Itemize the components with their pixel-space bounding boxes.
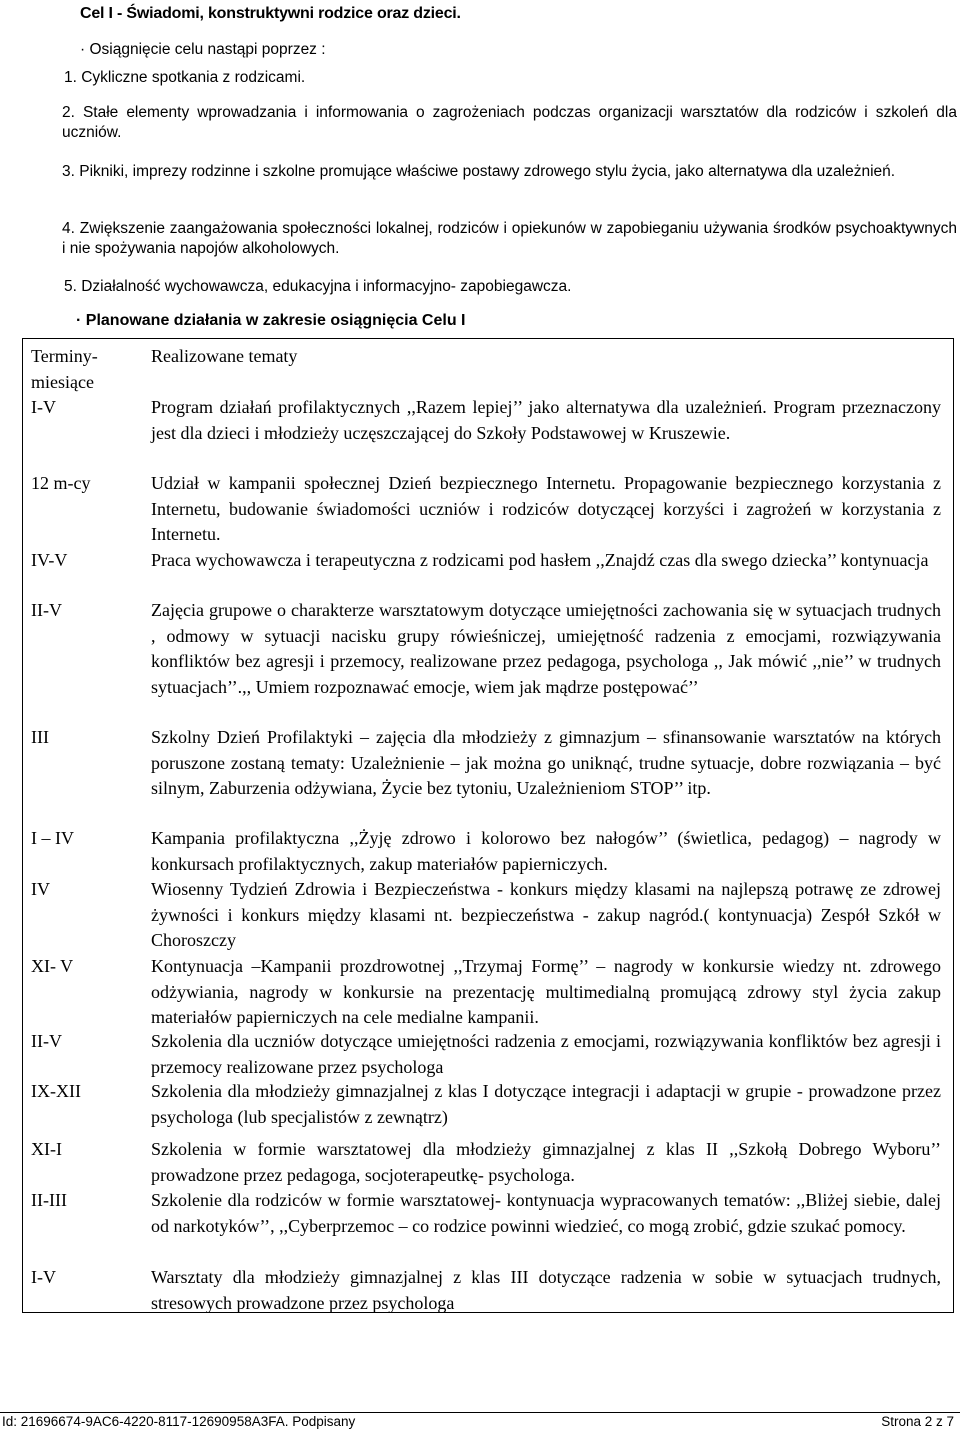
term-cell: I-V [31,1267,56,1287]
topic-cell: Szkolenie dla rodziców w formie warsztatowej- kontynuacja wypracowanych tematów: ,,Bliżej siebie, dalej od narkotyków’’, ,,Cyberprzemoc – co rodzice powinni wiedzieć, co mogą zrobić, gdzie szukać pomocy. [151,1190,941,1236]
header-term: Terminy-miesiące [31,346,98,392]
list-item-text: 2. Stałe elementy wprowadzania i informowania o zagrożeniach podczas organizacji warsztatów dla rodziców i szkoleń dla uczniów. [62,104,957,141]
topic-cell: Szkolenia w formie warsztatowej dla młodzieży gimnazjalnej z klas II ,,Szkołą Dobrego Wyboru’’ prowadzone przez pedagoga, socjoterapeutkę- psychologa. [151,1139,941,1185]
term-cell: IV-V [31,550,68,570]
goal-heading: Cel I - Świadomi, konstruktywni rodzice oraz dzieci. [80,5,461,22]
topic-cell: Kampania profilaktyczna ,,Żyję zdrowo i kolorowo bez nałogów’’ (świetlica, pedagog) – nagrody w konkursach profilaktycznych, zakup materiałów papierniczych. [151,828,941,874]
term-cell: IX-XII [31,1081,81,1101]
term-cell: I-V [31,397,56,417]
topic-cell: Zajęcia grupowe o charakterze warsztatowym dotyczące umiejętności zachowania się w sytuacjach trudnych , odmowy w sytuacji nacisku grupy rówieśniczej, umiejętność radzenia z emocjami, rozwiązywania konfliktów bez agresji i przemocy, realizowane przez pedagoga, psychologa ,, Jak mówić ,,nie’’ w trudnych sytuacjach’’.,, Umiem rozpoznawać emocje, wiem jak mądrze postępować’’ [151,600,941,697]
term-cell: III [31,727,49,747]
list-item-text: 3. Pikniki, imprezy rodzinne i szkolne promujące właściwe postawy zdrowego stylu życia, jako alternatywa dla uzależnień. [62,163,896,180]
term-cell: II-V [31,600,62,620]
term-cell: IV [31,879,50,899]
topic-cell: Program działań profilaktycznych ,,Razem lepiej’’ jako alternatywa dla uzależnień. Program przeznaczony jest dla dzieci i młodzieży uczęszczającej do Szkoły Podstawowej w Kruszewie. [151,397,941,443]
topic-cell: Udział w kampanii społecznej Dzień bezpiecznego Internetu. Propagowanie bezpiecznego korzystania z Internetu, budowanie świadomości uczniów i rodziców dotyczącej korzyści i zagrożeń w korzystania z Internetu. [151,473,941,544]
topic-cell: Kontynuacja –Kampanii prozdrowotnej ,,Trzymaj Formę’’ – nagrody w konkursie wiedzy nt. zdrowego odżywiania, nagrody w konkursie na prezentację multimedialną promującą zdrowy styl życia zakup materiałów papierniczych na cele medialne kampanii. [151,956,941,1027]
list-item-4 [0,219,957,259]
topic-cell: Praca wychowawcza i terapeutyczna z rodzicami pod hasłem ,,Znajdź czas dla swego dziecka’’ kontynuacja [151,550,929,570]
topic-cell: Wiosenny Tydzień Zdrowia i Bezpieczeństwa - konkurs między klasami na najlepszą potrawę ze zdrowej żywności i konkurs między klasami nt. bezpieczeństwa - zakup nagród.( kontynuacja) Zespół Szkół w Choroszczy [151,879,941,950]
term-cell: I – IV [31,828,74,848]
page-footer [0,1412,960,1432]
list-item-3 [0,162,957,182]
topic-cell: Szkolenia dla młodzieży gimnazjalnej z klas I dotyczące integracji i adaptacji w grupie - prowadzone przez psychologa (lub specjalistów z zewnątrz) [151,1081,941,1127]
topic-cell: Warsztaty dla młodzieży gimnazjalnej z klas III dotyczące radzenia w sobie w sytuacjach trudnych, stresowych prowadzone przez psychologa [151,1267,941,1313]
list-item-1: 1. Cykliczne spotkania z rodzicami. [64,69,306,86]
intro-line: · Osiągnięcie celu nastąpi poprzez : [80,41,326,58]
term-cell: II-V [31,1031,62,1051]
activities-table [22,338,954,1313]
term-cell: II-III [31,1190,67,1210]
list-item-2 [0,103,957,143]
term-cell: XI- V [31,956,74,976]
plan-subheading: · Planowane działania w zakresie osiągnięcia Celu I [76,312,466,329]
term-cell: 12 m-cy [31,473,91,493]
document-id: Id: 21696674-9AC6-4220-8117-12690958A3FA. Podpisany [2,1414,356,1429]
topic-cell: Szkolenia dla uczniów dotyczące umiejętności radzenia z emocjami, rozwiązywania konfliktów bez agresji i przemocy realizowane przez psychologa [151,1031,941,1077]
header-topic: Realizowane tematy [151,346,298,366]
page-number: Strona 2 z 7 [881,1414,954,1429]
term-cell: XI-I [31,1139,62,1159]
list-item-text: 4. Zwiększenie zaangażowania społeczności lokalnej, rodziców i opiekunów w zapobieganiu używania środków psychoaktywnych i nie spożywania napojów alkoholowych. [62,220,957,257]
topic-cell: Szkolny Dzień Profilaktyki – zajęcia dla młodzieży z gimnazjum – sfinansowanie warsztatów na których poruszone zostaną tematy: Uzależnienie – jak można go uniknąć, trudne sytuacje, dobre rozwiązania – być silnym, Zaburzenia odżywiana, Życie bez tytoniu, Uzależnieniom STOP’’ itp. [151,727,941,798]
list-item-5: 5. Działalność wychowawcza, edukacyjna i informacyjno- zapobiegawcza. [64,278,572,295]
